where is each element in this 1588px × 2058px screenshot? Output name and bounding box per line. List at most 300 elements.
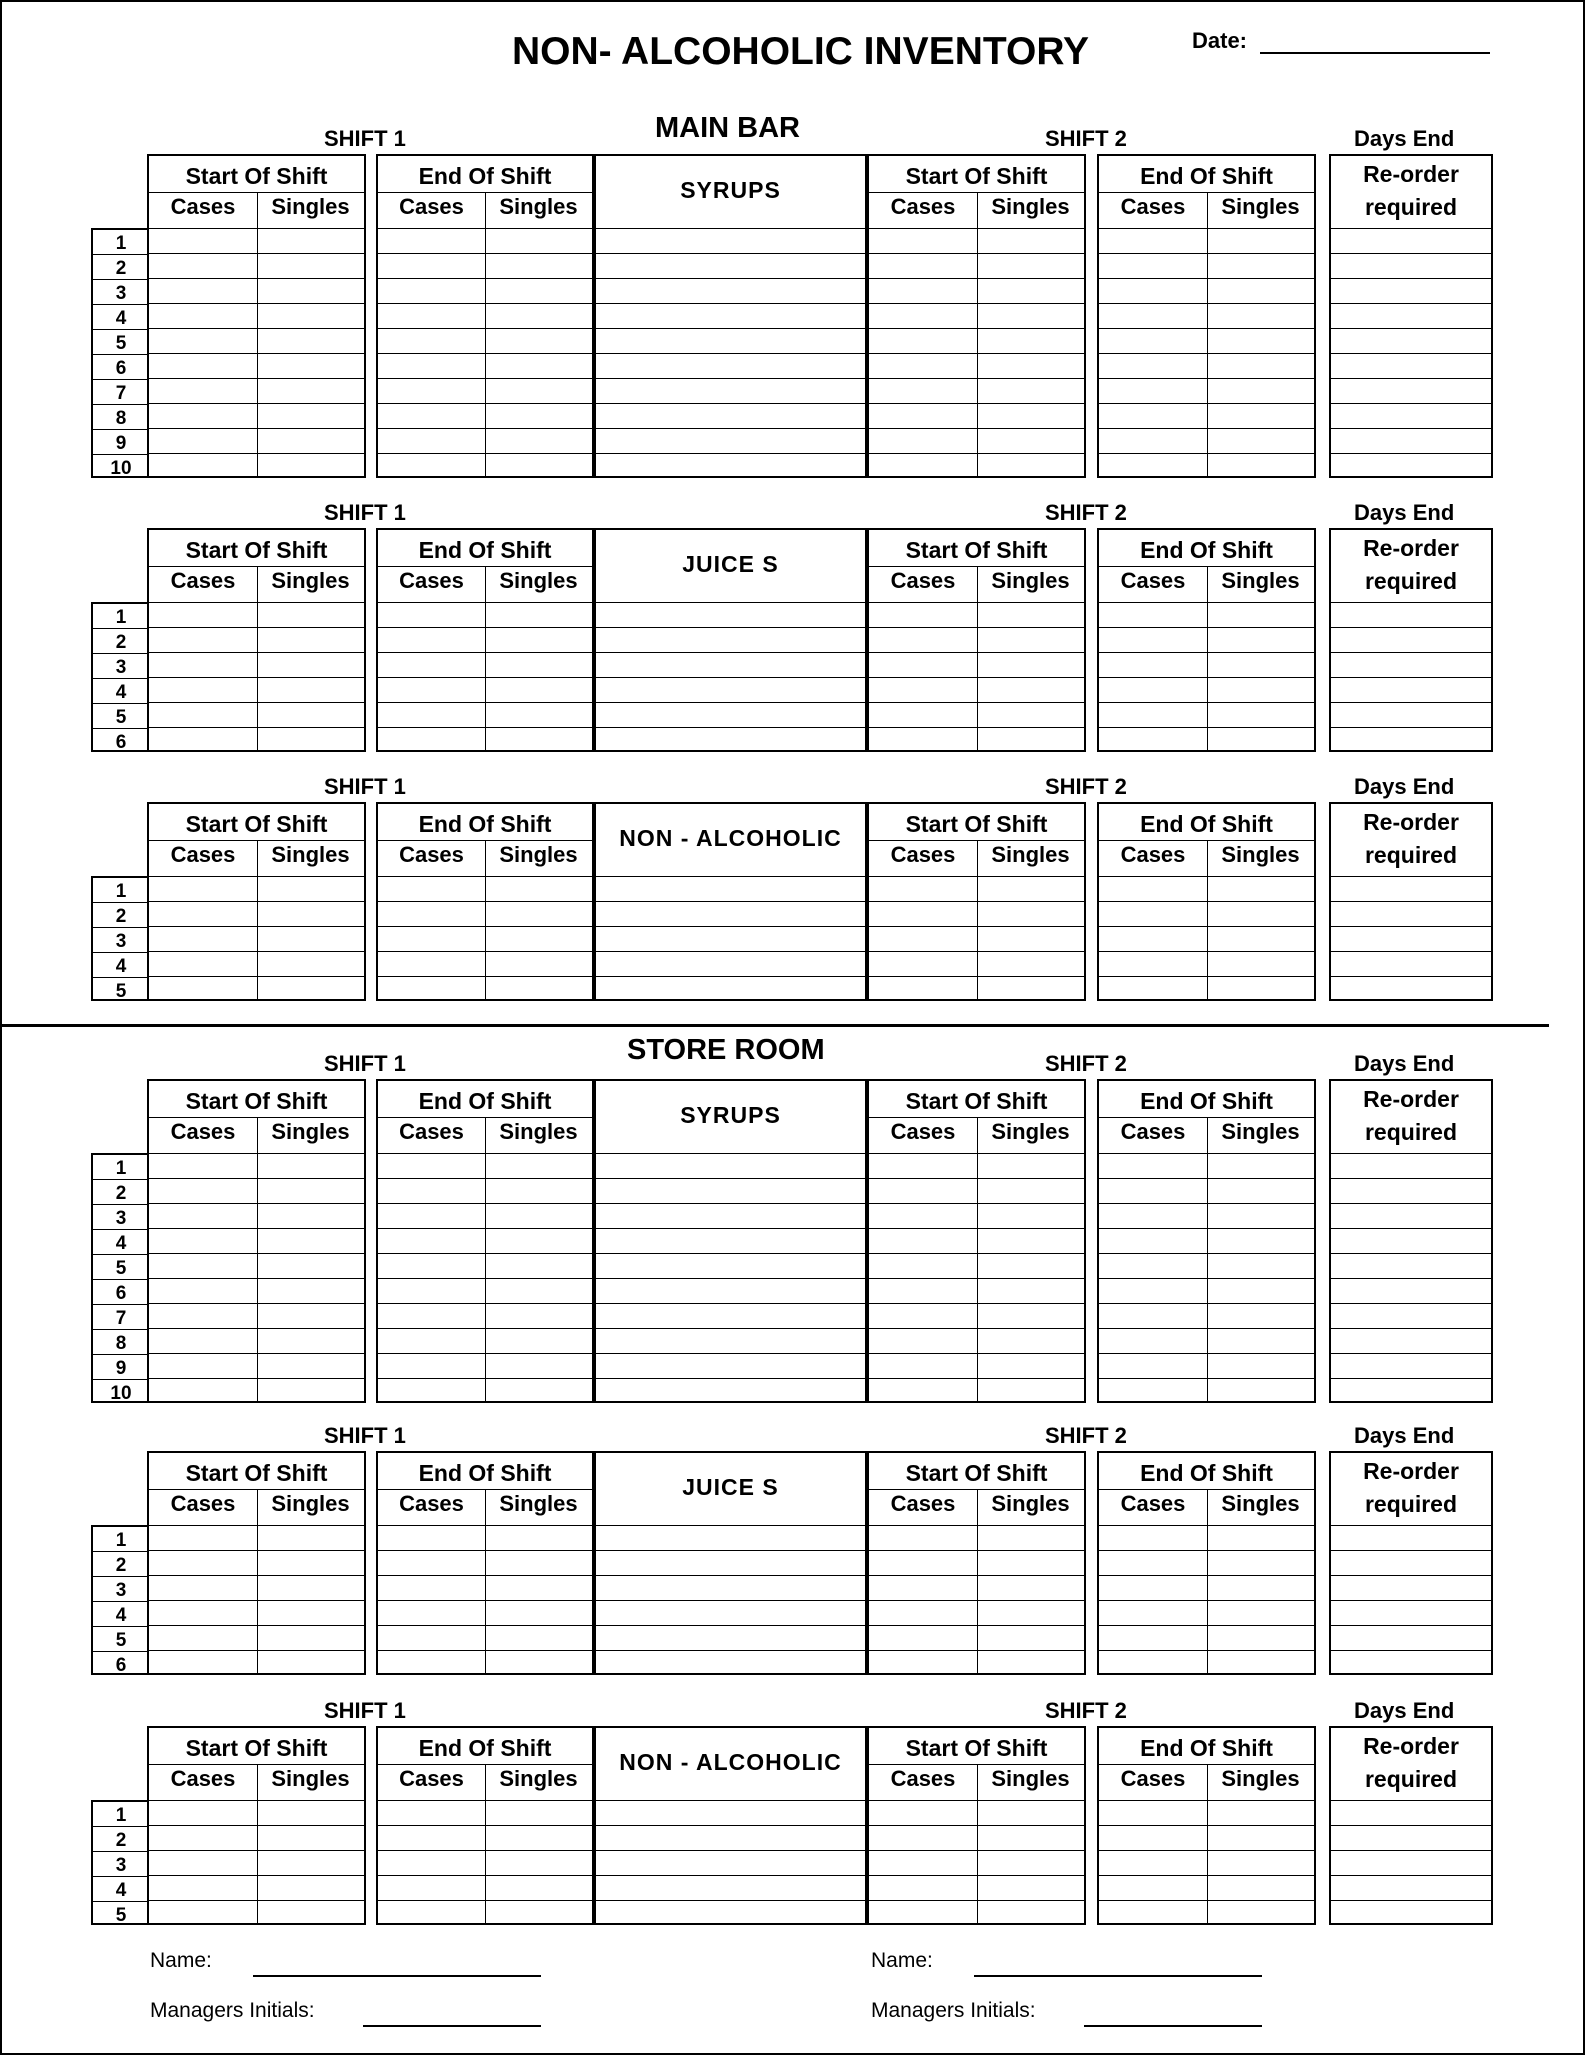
entry-cell[interactable] <box>1331 1827 1491 1850</box>
entry-cell[interactable] <box>257 1155 364 1178</box>
entry-cell[interactable] <box>485 978 592 1001</box>
entry-cell[interactable] <box>149 1802 257 1825</box>
entry-cell[interactable] <box>378 255 485 278</box>
entry-cell[interactable] <box>977 1155 1084 1178</box>
entry-cell[interactable] <box>485 430 592 453</box>
entry-cell[interactable] <box>869 355 977 378</box>
entry-cell[interactable] <box>977 1802 1084 1825</box>
entry-cell[interactable] <box>485 1852 592 1875</box>
entry-cell[interactable] <box>1331 1527 1491 1550</box>
entry-cell[interactable] <box>869 1552 977 1575</box>
entry-cell[interactable] <box>485 604 592 627</box>
entry-cell[interactable] <box>149 729 257 752</box>
entry-cell[interactable] <box>596 1205 865 1228</box>
entry-cell[interactable] <box>1099 1255 1207 1278</box>
entry-cell[interactable] <box>869 1155 977 1178</box>
entry-cell[interactable] <box>869 1527 977 1550</box>
entry-cell[interactable] <box>1331 455 1491 478</box>
entry-cell[interactable] <box>378 1877 485 1900</box>
entry-cell[interactable] <box>378 1180 485 1203</box>
entry-cell[interactable] <box>378 679 485 702</box>
entry-cell[interactable] <box>257 978 364 1001</box>
entry-cell[interactable] <box>257 1205 364 1228</box>
entry-cell[interactable] <box>1099 230 1207 253</box>
entry-cell[interactable] <box>149 928 257 951</box>
entry-cell[interactable] <box>869 330 977 353</box>
entry-cell[interactable] <box>378 1380 485 1403</box>
entry-cell[interactable] <box>869 679 977 702</box>
entry-cell[interactable] <box>485 953 592 976</box>
entry-cell[interactable] <box>1331 1230 1491 1253</box>
entry-cell[interactable] <box>149 1652 257 1675</box>
entry-cell[interactable] <box>485 654 592 677</box>
entry-cell[interactable] <box>485 1902 592 1925</box>
entry-cell[interactable] <box>977 1230 1084 1253</box>
entry-cell[interactable] <box>596 878 865 901</box>
entry-cell[interactable] <box>485 1380 592 1403</box>
entry-cell[interactable] <box>1207 1280 1314 1303</box>
entry-cell[interactable] <box>977 1552 1084 1575</box>
entry-cell[interactable] <box>378 1802 485 1825</box>
entry-cell[interactable] <box>378 1230 485 1253</box>
entry-cell[interactable] <box>257 1527 364 1550</box>
entry-cell[interactable] <box>977 953 1084 976</box>
entry-cell[interactable] <box>485 1627 592 1650</box>
entry-cell[interactable] <box>869 629 977 652</box>
entry-cell[interactable] <box>149 1380 257 1403</box>
entry-cell[interactable] <box>869 1305 977 1328</box>
entry-cell[interactable] <box>1207 1552 1314 1575</box>
entry-cell[interactable] <box>378 903 485 926</box>
entry-cell[interactable] <box>977 1330 1084 1353</box>
entry-cell[interactable] <box>257 679 364 702</box>
entry-cell[interactable] <box>869 953 977 976</box>
entry-cell[interactable] <box>257 1627 364 1650</box>
entry-cell[interactable] <box>596 1305 865 1328</box>
entry-cell[interactable] <box>257 878 364 901</box>
entry-cell[interactable] <box>378 1527 485 1550</box>
entry-cell[interactable] <box>596 978 865 1001</box>
entry-cell[interactable] <box>1207 355 1314 378</box>
entry-cell[interactable] <box>1099 255 1207 278</box>
name-field-right[interactable] <box>974 1975 1262 1977</box>
entry-cell[interactable] <box>378 978 485 1001</box>
entry-cell[interactable] <box>257 1827 364 1850</box>
entry-cell[interactable] <box>149 1527 257 1550</box>
entry-cell[interactable] <box>977 380 1084 403</box>
entry-cell[interactable] <box>485 1877 592 1900</box>
entry-cell[interactable] <box>1331 1902 1491 1925</box>
entry-cell[interactable] <box>1099 704 1207 727</box>
entry-cell[interactable] <box>257 953 364 976</box>
entry-cell[interactable] <box>1331 604 1491 627</box>
entry-cell[interactable] <box>977 1527 1084 1550</box>
entry-cell[interactable] <box>257 430 364 453</box>
entry-cell[interactable] <box>378 1355 485 1378</box>
entry-cell[interactable] <box>257 455 364 478</box>
entry-cell[interactable] <box>149 878 257 901</box>
entry-cell[interactable] <box>378 704 485 727</box>
entry-cell[interactable] <box>596 405 865 428</box>
entry-cell[interactable] <box>596 1255 865 1278</box>
entry-cell[interactable] <box>149 903 257 926</box>
entry-cell[interactable] <box>1207 1380 1314 1403</box>
entry-cell[interactable] <box>149 1827 257 1850</box>
entry-cell[interactable] <box>869 1255 977 1278</box>
entry-cell[interactable] <box>485 1527 592 1550</box>
entry-cell[interactable] <box>869 704 977 727</box>
entry-cell[interactable] <box>1207 1902 1314 1925</box>
entry-cell[interactable] <box>485 878 592 901</box>
entry-cell[interactable] <box>1099 729 1207 752</box>
entry-cell[interactable] <box>257 1802 364 1825</box>
entry-cell[interactable] <box>257 1652 364 1675</box>
entry-cell[interactable] <box>378 1205 485 1228</box>
entry-cell[interactable] <box>149 1902 257 1925</box>
entry-cell[interactable] <box>485 729 592 752</box>
entry-cell[interactable] <box>257 1230 364 1253</box>
entry-cell[interactable] <box>977 1577 1084 1600</box>
entry-cell[interactable] <box>869 604 977 627</box>
entry-cell[interactable] <box>1331 1877 1491 1900</box>
entry-cell[interactable] <box>378 305 485 328</box>
entry-cell[interactable] <box>485 1827 592 1850</box>
entry-cell[interactable] <box>1331 903 1491 926</box>
entry-cell[interactable] <box>869 903 977 926</box>
entry-cell[interactable] <box>977 704 1084 727</box>
entry-cell[interactable] <box>1331 1355 1491 1378</box>
entry-cell[interactable] <box>378 604 485 627</box>
entry-cell[interactable] <box>1207 405 1314 428</box>
initials-field-left[interactable] <box>363 2025 541 2027</box>
entry-cell[interactable] <box>149 1280 257 1303</box>
entry-cell[interactable] <box>1099 878 1207 901</box>
entry-cell[interactable] <box>1331 1305 1491 1328</box>
entry-cell[interactable] <box>1099 903 1207 926</box>
entry-cell[interactable] <box>1331 1180 1491 1203</box>
entry-cell[interactable] <box>1331 330 1491 353</box>
entry-cell[interactable] <box>378 878 485 901</box>
entry-cell[interactable] <box>1207 1330 1314 1353</box>
entry-cell[interactable] <box>596 1652 865 1675</box>
entry-cell[interactable] <box>596 1852 865 1875</box>
entry-cell[interactable] <box>1099 978 1207 1001</box>
entry-cell[interactable] <box>1331 1155 1491 1178</box>
entry-cell[interactable] <box>1207 629 1314 652</box>
entry-cell[interactable] <box>257 1330 364 1353</box>
entry-cell[interactable] <box>596 255 865 278</box>
entry-cell[interactable] <box>257 629 364 652</box>
entry-cell[interactable] <box>1331 953 1491 976</box>
entry-cell[interactable] <box>596 1330 865 1353</box>
entry-cell[interactable] <box>1099 1205 1207 1228</box>
entry-cell[interactable] <box>596 1180 865 1203</box>
entry-cell[interactable] <box>1207 1355 1314 1378</box>
entry-cell[interactable] <box>869 1577 977 1600</box>
entry-cell[interactable] <box>596 953 865 976</box>
entry-cell[interactable] <box>257 654 364 677</box>
entry-cell[interactable] <box>977 280 1084 303</box>
entry-cell[interactable] <box>977 355 1084 378</box>
entry-cell[interactable] <box>596 629 865 652</box>
entry-cell[interactable] <box>1331 1205 1491 1228</box>
entry-cell[interactable] <box>149 230 257 253</box>
entry-cell[interactable] <box>869 1652 977 1675</box>
entry-cell[interactable] <box>596 280 865 303</box>
entry-cell[interactable] <box>1331 928 1491 951</box>
entry-cell[interactable] <box>378 1602 485 1625</box>
entry-cell[interactable] <box>1331 1380 1491 1403</box>
entry-cell[interactable] <box>149 1155 257 1178</box>
entry-cell[interactable] <box>1331 1330 1491 1353</box>
entry-cell[interactable] <box>977 1902 1084 1925</box>
entry-cell[interactable] <box>257 1355 364 1378</box>
entry-cell[interactable] <box>869 1230 977 1253</box>
entry-cell[interactable] <box>149 1577 257 1600</box>
entry-cell[interactable] <box>1207 255 1314 278</box>
entry-cell[interactable] <box>257 1602 364 1625</box>
entry-cell[interactable] <box>257 1577 364 1600</box>
entry-cell[interactable] <box>485 1355 592 1378</box>
entry-cell[interactable] <box>1099 679 1207 702</box>
entry-cell[interactable] <box>1331 1627 1491 1650</box>
entry-cell[interactable] <box>1099 1902 1207 1925</box>
entry-cell[interactable] <box>149 1602 257 1625</box>
entry-cell[interactable] <box>149 1305 257 1328</box>
entry-cell[interactable] <box>1099 1380 1207 1403</box>
entry-cell[interactable] <box>1331 679 1491 702</box>
entry-cell[interactable] <box>596 1877 865 1900</box>
entry-cell[interactable] <box>977 405 1084 428</box>
entry-cell[interactable] <box>485 1602 592 1625</box>
entry-cell[interactable] <box>485 1280 592 1303</box>
date-field[interactable] <box>1260 52 1490 54</box>
entry-cell[interactable] <box>596 928 865 951</box>
entry-cell[interactable] <box>1099 953 1207 976</box>
entry-cell[interactable] <box>149 1627 257 1650</box>
entry-cell[interactable] <box>1099 1852 1207 1875</box>
entry-cell[interactable] <box>1207 1577 1314 1600</box>
entry-cell[interactable] <box>977 679 1084 702</box>
entry-cell[interactable] <box>149 305 257 328</box>
entry-cell[interactable] <box>869 1602 977 1625</box>
entry-cell[interactable] <box>1099 355 1207 378</box>
entry-cell[interactable] <box>378 654 485 677</box>
entry-cell[interactable] <box>1099 1577 1207 1600</box>
entry-cell[interactable] <box>1207 280 1314 303</box>
entry-cell[interactable] <box>485 230 592 253</box>
entry-cell[interactable] <box>596 1155 865 1178</box>
entry-cell[interactable] <box>378 729 485 752</box>
entry-cell[interactable] <box>1099 654 1207 677</box>
entry-cell[interactable] <box>485 1552 592 1575</box>
entry-cell[interactable] <box>378 455 485 478</box>
entry-cell[interactable] <box>596 430 865 453</box>
entry-cell[interactable] <box>1207 704 1314 727</box>
entry-cell[interactable] <box>977 1305 1084 1328</box>
entry-cell[interactable] <box>149 654 257 677</box>
entry-cell[interactable] <box>378 230 485 253</box>
entry-cell[interactable] <box>1099 1552 1207 1575</box>
entry-cell[interactable] <box>596 355 865 378</box>
entry-cell[interactable] <box>257 704 364 727</box>
entry-cell[interactable] <box>257 604 364 627</box>
entry-cell[interactable] <box>869 978 977 1001</box>
entry-cell[interactable] <box>378 430 485 453</box>
entry-cell[interactable] <box>977 1827 1084 1850</box>
entry-cell[interactable] <box>596 230 865 253</box>
entry-cell[interactable] <box>1331 1280 1491 1303</box>
entry-cell[interactable] <box>257 1255 364 1278</box>
entry-cell[interactable] <box>869 1180 977 1203</box>
entry-cell[interactable] <box>977 928 1084 951</box>
entry-cell[interactable] <box>257 928 364 951</box>
entry-cell[interactable] <box>1207 1627 1314 1650</box>
entry-cell[interactable] <box>257 1380 364 1403</box>
entry-cell[interactable] <box>1331 255 1491 278</box>
entry-cell[interactable] <box>1331 305 1491 328</box>
entry-cell[interactable] <box>1207 1877 1314 1900</box>
entry-cell[interactable] <box>1207 654 1314 677</box>
entry-cell[interactable] <box>485 1652 592 1675</box>
entry-cell[interactable] <box>485 1802 592 1825</box>
entry-cell[interactable] <box>378 1852 485 1875</box>
entry-cell[interactable] <box>149 978 257 1001</box>
entry-cell[interactable] <box>378 1827 485 1850</box>
entry-cell[interactable] <box>149 1205 257 1228</box>
entry-cell[interactable] <box>257 255 364 278</box>
entry-cell[interactable] <box>257 380 364 403</box>
entry-cell[interactable] <box>149 1230 257 1253</box>
entry-cell[interactable] <box>1099 1652 1207 1675</box>
entry-cell[interactable] <box>977 1602 1084 1625</box>
entry-cell[interactable] <box>1099 1230 1207 1253</box>
entry-cell[interactable] <box>149 355 257 378</box>
entry-cell[interactable] <box>1331 1552 1491 1575</box>
entry-cell[interactable] <box>257 1305 364 1328</box>
entry-cell[interactable] <box>1207 953 1314 976</box>
entry-cell[interactable] <box>149 704 257 727</box>
entry-cell[interactable] <box>869 1330 977 1353</box>
entry-cell[interactable] <box>977 978 1084 1001</box>
entry-cell[interactable] <box>869 1205 977 1228</box>
entry-cell[interactable] <box>596 1527 865 1550</box>
entry-cell[interactable] <box>977 1627 1084 1650</box>
entry-cell[interactable] <box>596 1230 865 1253</box>
entry-cell[interactable] <box>378 1552 485 1575</box>
entry-cell[interactable] <box>149 1877 257 1900</box>
entry-cell[interactable] <box>149 280 257 303</box>
entry-cell[interactable] <box>1331 1602 1491 1625</box>
entry-cell[interactable] <box>378 1255 485 1278</box>
entry-cell[interactable] <box>977 430 1084 453</box>
entry-cell[interactable] <box>596 903 865 926</box>
entry-cell[interactable] <box>1207 1230 1314 1253</box>
entry-cell[interactable] <box>596 704 865 727</box>
entry-cell[interactable] <box>378 1330 485 1353</box>
entry-cell[interactable] <box>596 380 865 403</box>
entry-cell[interactable] <box>869 928 977 951</box>
initials-field-right[interactable] <box>1084 2025 1262 2027</box>
entry-cell[interactable] <box>1207 1602 1314 1625</box>
entry-cell[interactable] <box>1207 604 1314 627</box>
entry-cell[interactable] <box>1331 978 1491 1001</box>
entry-cell[interactable] <box>378 1652 485 1675</box>
entry-cell[interactable] <box>485 903 592 926</box>
entry-cell[interactable] <box>1331 1802 1491 1825</box>
entry-cell[interactable] <box>1099 455 1207 478</box>
entry-cell[interactable] <box>378 330 485 353</box>
entry-cell[interactable] <box>149 953 257 976</box>
entry-cell[interactable] <box>149 1255 257 1278</box>
entry-cell[interactable] <box>257 1902 364 1925</box>
entry-cell[interactable] <box>869 1902 977 1925</box>
entry-cell[interactable] <box>977 1180 1084 1203</box>
entry-cell[interactable] <box>1099 380 1207 403</box>
entry-cell[interactable] <box>869 1380 977 1403</box>
entry-cell[interactable] <box>257 305 364 328</box>
entry-cell[interactable] <box>485 1577 592 1600</box>
entry-cell[interactable] <box>1207 1652 1314 1675</box>
entry-cell[interactable] <box>378 1902 485 1925</box>
entry-cell[interactable] <box>257 1877 364 1900</box>
entry-cell[interactable] <box>485 629 592 652</box>
entry-cell[interactable] <box>1207 455 1314 478</box>
entry-cell[interactable] <box>1099 1802 1207 1825</box>
entry-cell[interactable] <box>257 355 364 378</box>
entry-cell[interactable] <box>1331 1852 1491 1875</box>
entry-cell[interactable] <box>869 1280 977 1303</box>
entry-cell[interactable] <box>869 455 977 478</box>
entry-cell[interactable] <box>1099 1827 1207 1850</box>
entry-cell[interactable] <box>977 230 1084 253</box>
entry-cell[interactable] <box>977 604 1084 627</box>
entry-cell[interactable] <box>596 1627 865 1650</box>
entry-cell[interactable] <box>257 330 364 353</box>
entry-cell[interactable] <box>485 330 592 353</box>
entry-cell[interactable] <box>1331 729 1491 752</box>
entry-cell[interactable] <box>1099 629 1207 652</box>
entry-cell[interactable] <box>378 1305 485 1328</box>
entry-cell[interactable] <box>149 604 257 627</box>
entry-cell[interactable] <box>149 405 257 428</box>
entry-cell[interactable] <box>1331 629 1491 652</box>
entry-cell[interactable] <box>485 679 592 702</box>
entry-cell[interactable] <box>149 430 257 453</box>
entry-cell[interactable] <box>596 1902 865 1925</box>
entry-cell[interactable] <box>1099 1155 1207 1178</box>
entry-cell[interactable] <box>257 903 364 926</box>
entry-cell[interactable] <box>149 330 257 353</box>
entry-cell[interactable] <box>257 1852 364 1875</box>
entry-cell[interactable] <box>977 878 1084 901</box>
entry-cell[interactable] <box>485 455 592 478</box>
entry-cell[interactable] <box>596 1802 865 1825</box>
entry-cell[interactable] <box>869 1802 977 1825</box>
entry-cell[interactable] <box>596 1355 865 1378</box>
entry-cell[interactable] <box>1207 1827 1314 1850</box>
entry-cell[interactable] <box>485 1255 592 1278</box>
entry-cell[interactable] <box>596 455 865 478</box>
entry-cell[interactable] <box>1099 604 1207 627</box>
entry-cell[interactable] <box>869 729 977 752</box>
entry-cell[interactable] <box>1207 1305 1314 1328</box>
entry-cell[interactable] <box>977 1355 1084 1378</box>
entry-cell[interactable] <box>485 405 592 428</box>
entry-cell[interactable] <box>869 405 977 428</box>
entry-cell[interactable] <box>596 729 865 752</box>
entry-cell[interactable] <box>257 729 364 752</box>
